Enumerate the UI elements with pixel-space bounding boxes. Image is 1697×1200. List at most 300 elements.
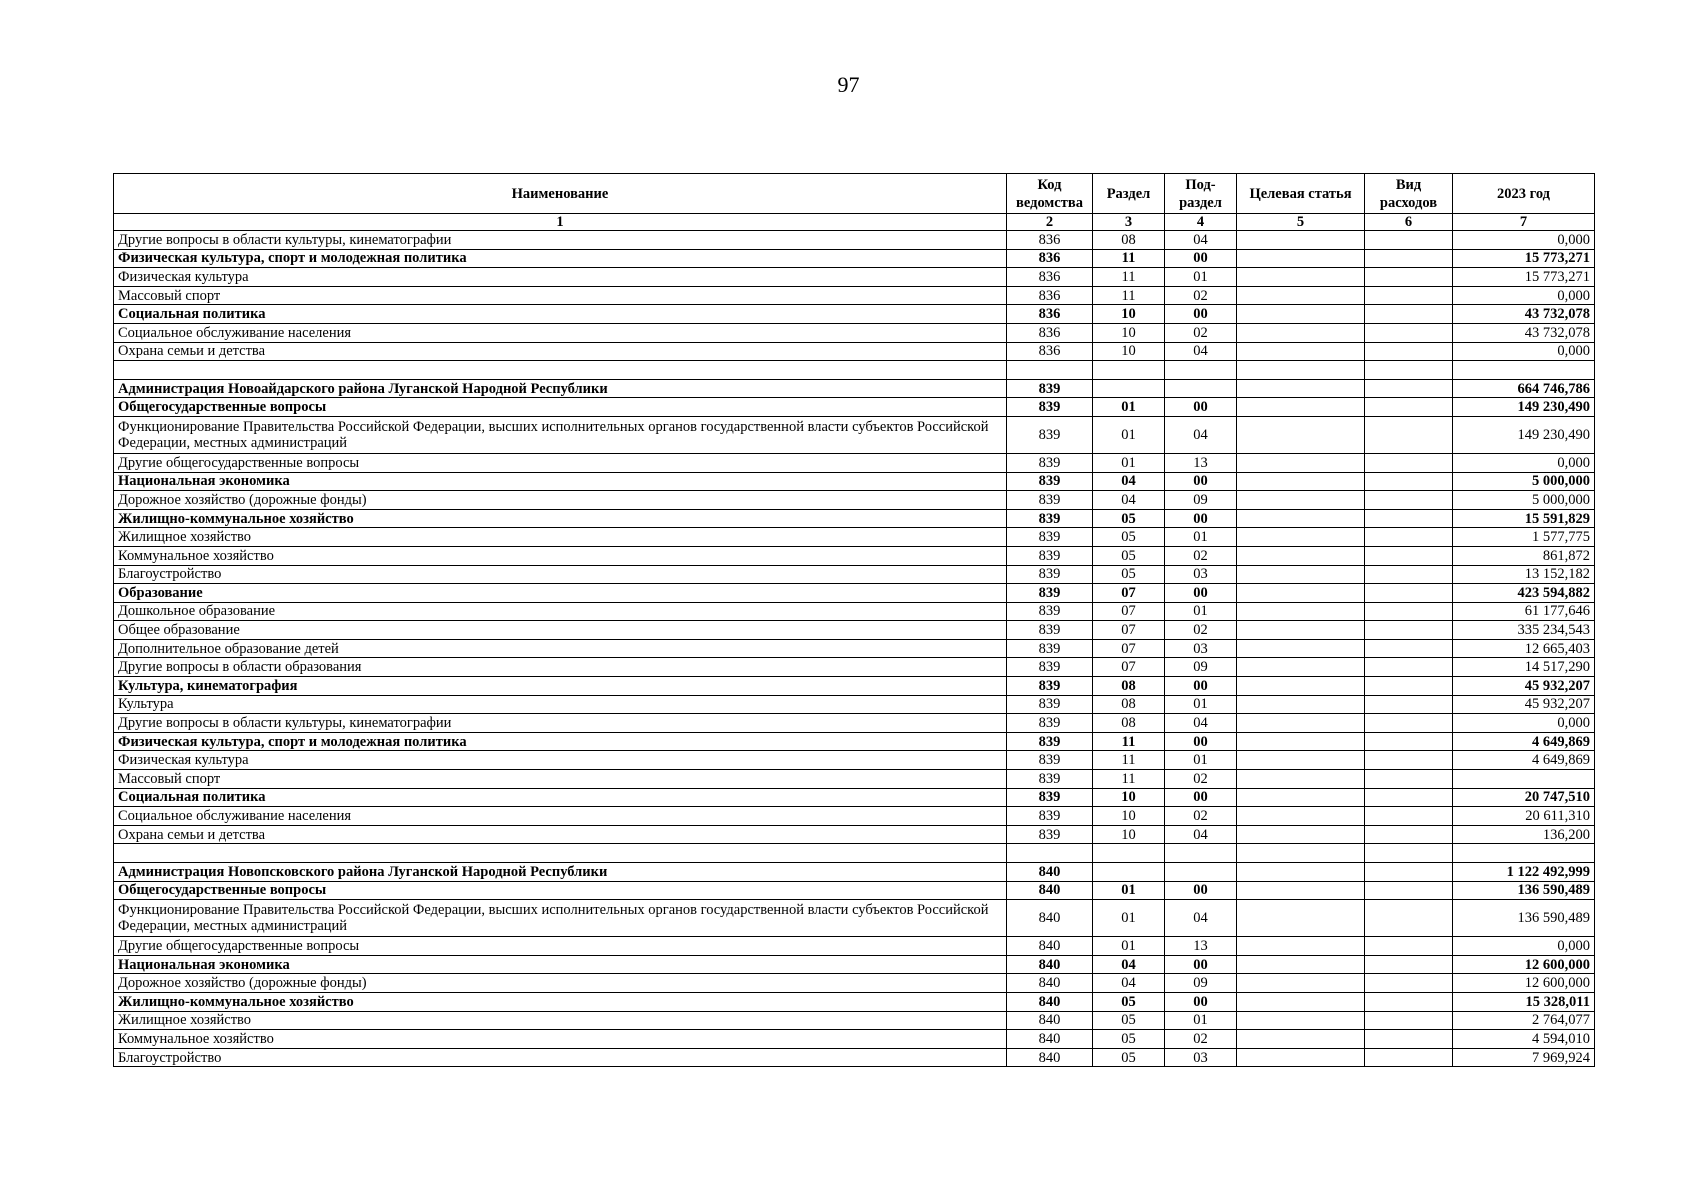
row-name: Национальная экономика xyxy=(114,472,1007,491)
row-kind xyxy=(1365,453,1453,472)
row-name: Коммунальное хозяйство xyxy=(114,546,1007,565)
row-subsection: 00 xyxy=(1165,881,1237,900)
header-section: Раздел xyxy=(1093,174,1165,214)
table-row xyxy=(114,751,1595,770)
row-kind xyxy=(1365,602,1453,621)
row-kind xyxy=(1365,658,1453,677)
row-subsection: 09 xyxy=(1165,974,1237,993)
table-row xyxy=(114,472,1595,491)
row-kind xyxy=(1365,900,1453,937)
row-subsection: 02 xyxy=(1165,807,1237,826)
row-kind xyxy=(1365,807,1453,826)
row-subsection: 13 xyxy=(1165,937,1237,956)
row-section: 10 xyxy=(1093,323,1165,342)
table-row xyxy=(114,770,1595,789)
row-target xyxy=(1237,881,1365,900)
row-kind xyxy=(1365,323,1453,342)
row-subsection: 00 xyxy=(1165,955,1237,974)
row-amount: 0,000 xyxy=(1453,453,1595,472)
table-row xyxy=(114,825,1595,844)
row-code: 836 xyxy=(1007,305,1093,324)
table-row xyxy=(114,1030,1595,1049)
row-subsection: 03 xyxy=(1165,639,1237,658)
table-row xyxy=(114,695,1595,714)
row-name: Другие вопросы в области культуры, кинематографии xyxy=(114,231,1007,250)
row-kind xyxy=(1365,770,1453,789)
row-section: 10 xyxy=(1093,807,1165,826)
row-subsection: 09 xyxy=(1165,658,1237,677)
row-amount: 15 328,011 xyxy=(1453,992,1595,1011)
table-row xyxy=(114,658,1595,677)
table-row xyxy=(114,937,1595,956)
row-code: 839 xyxy=(1007,379,1093,398)
row-kind xyxy=(1365,398,1453,417)
row-target xyxy=(1237,937,1365,956)
row-code: 839 xyxy=(1007,565,1093,584)
row-amount: 43 732,078 xyxy=(1453,305,1595,324)
row-code: 839 xyxy=(1007,825,1093,844)
row-kind xyxy=(1365,231,1453,250)
row-subsection: 01 xyxy=(1165,1011,1237,1030)
row-target xyxy=(1237,825,1365,844)
table-row xyxy=(114,268,1595,287)
row-kind xyxy=(1365,249,1453,268)
row-amount: 12 665,403 xyxy=(1453,639,1595,658)
header-subsection: Под-раздел xyxy=(1165,174,1237,214)
row-name: Социальное обслуживание населения xyxy=(114,323,1007,342)
row-target xyxy=(1237,249,1365,268)
row-code: 836 xyxy=(1007,342,1093,361)
row-kind xyxy=(1365,677,1453,696)
header-code: Код ведомства xyxy=(1007,174,1093,214)
row-code: 839 xyxy=(1007,714,1093,733)
row-target xyxy=(1237,621,1365,640)
row-kind xyxy=(1365,639,1453,658)
table-row xyxy=(114,1011,1595,1030)
row-amount: 136 590,489 xyxy=(1453,881,1595,900)
row-amount: 13 152,182 xyxy=(1453,565,1595,584)
table-row xyxy=(114,881,1595,900)
column-number: 3 xyxy=(1093,214,1165,231)
row-code: 840 xyxy=(1007,1030,1093,1049)
row-name: Функционирование Правительства Российской Федерации, высших исполнительных органов государственной власти субъектов Российской Федерации, местных администраций xyxy=(114,416,1007,453)
row-code: 840 xyxy=(1007,1011,1093,1030)
row-kind xyxy=(1365,1030,1453,1049)
row-section: 07 xyxy=(1093,639,1165,658)
row-code: 839 xyxy=(1007,751,1093,770)
row-kind xyxy=(1365,472,1453,491)
row-kind xyxy=(1365,379,1453,398)
row-name: Национальная экономика xyxy=(114,955,1007,974)
row-target xyxy=(1237,677,1365,696)
row-subsection: 01 xyxy=(1165,751,1237,770)
row-name: Благоустройство xyxy=(114,1048,1007,1067)
row-target xyxy=(1237,900,1365,937)
row-name: Физическая культура, спорт и молодежная политика xyxy=(114,249,1007,268)
row-target xyxy=(1237,286,1365,305)
row-section: 05 xyxy=(1093,509,1165,528)
row-amount: 20 747,510 xyxy=(1453,788,1595,807)
row-target xyxy=(1237,658,1365,677)
row-section: 01 xyxy=(1093,453,1165,472)
row-section: 11 xyxy=(1093,249,1165,268)
row-name: Социальное обслуживание населения xyxy=(114,807,1007,826)
row-amount: 423 594,882 xyxy=(1453,584,1595,603)
row-amount: 136,200 xyxy=(1453,825,1595,844)
row-code: 840 xyxy=(1007,992,1093,1011)
table-row xyxy=(114,323,1595,342)
row-target xyxy=(1237,379,1365,398)
row-code xyxy=(1007,844,1093,863)
table-row xyxy=(114,788,1595,807)
row-kind xyxy=(1365,305,1453,324)
row-amount xyxy=(1453,361,1595,380)
row-amount: 0,000 xyxy=(1453,342,1595,361)
row-code: 836 xyxy=(1007,231,1093,250)
row-subsection: 00 xyxy=(1165,788,1237,807)
row-section xyxy=(1093,844,1165,863)
row-name: Жилищное хозяйство xyxy=(114,528,1007,547)
row-code: 839 xyxy=(1007,732,1093,751)
table-row xyxy=(114,844,1595,863)
row-amount: 15 773,271 xyxy=(1453,268,1595,287)
row-target xyxy=(1237,639,1365,658)
row-name: Администрация Новопсковского района Луганской Народной Республики xyxy=(114,863,1007,882)
column-number: 6 xyxy=(1365,214,1453,231)
row-subsection: 04 xyxy=(1165,342,1237,361)
row-section: 01 xyxy=(1093,937,1165,956)
row-amount: 4 649,869 xyxy=(1453,751,1595,770)
row-name: Общее образование xyxy=(114,621,1007,640)
row-amount: 12 600,000 xyxy=(1453,974,1595,993)
row-subsection: 02 xyxy=(1165,286,1237,305)
table-row xyxy=(114,900,1595,937)
table-row xyxy=(114,416,1595,453)
row-code: 836 xyxy=(1007,323,1093,342)
table-row xyxy=(114,974,1595,993)
row-name: Культура, кинематография xyxy=(114,677,1007,696)
row-amount: 149 230,490 xyxy=(1453,398,1595,417)
row-target xyxy=(1237,844,1365,863)
row-name: Благоустройство xyxy=(114,565,1007,584)
table-row xyxy=(114,992,1595,1011)
row-section: 01 xyxy=(1093,900,1165,937)
row-subsection: 01 xyxy=(1165,528,1237,547)
row-name: Другие общегосударственные вопросы xyxy=(114,453,1007,472)
row-code: 836 xyxy=(1007,249,1093,268)
row-target xyxy=(1237,398,1365,417)
table-row xyxy=(114,342,1595,361)
row-kind xyxy=(1365,844,1453,863)
row-subsection: 03 xyxy=(1165,1048,1237,1067)
row-section xyxy=(1093,379,1165,398)
row-code: 840 xyxy=(1007,974,1093,993)
row-kind xyxy=(1365,361,1453,380)
row-target xyxy=(1237,361,1365,380)
row-target xyxy=(1237,695,1365,714)
row-subsection: 00 xyxy=(1165,584,1237,603)
row-amount: 45 932,207 xyxy=(1453,695,1595,714)
row-name: Другие общегосударственные вопросы xyxy=(114,937,1007,956)
header-target: Целевая статья xyxy=(1237,174,1365,214)
row-target xyxy=(1237,770,1365,789)
row-subsection: 00 xyxy=(1165,305,1237,324)
row-code: 839 xyxy=(1007,770,1093,789)
row-subsection: 04 xyxy=(1165,416,1237,453)
row-amount: 12 600,000 xyxy=(1453,955,1595,974)
row-section: 07 xyxy=(1093,584,1165,603)
row-code xyxy=(1007,361,1093,380)
row-section: 05 xyxy=(1093,992,1165,1011)
row-section: 08 xyxy=(1093,677,1165,696)
row-section: 07 xyxy=(1093,621,1165,640)
row-section: 11 xyxy=(1093,286,1165,305)
row-target xyxy=(1237,974,1365,993)
row-section: 04 xyxy=(1093,955,1165,974)
row-subsection: 03 xyxy=(1165,565,1237,584)
row-subsection: 01 xyxy=(1165,602,1237,621)
row-code: 840 xyxy=(1007,900,1093,937)
row-section xyxy=(1093,361,1165,380)
row-subsection: 02 xyxy=(1165,621,1237,640)
table-row xyxy=(114,398,1595,417)
column-number: 2 xyxy=(1007,214,1093,231)
row-target xyxy=(1237,305,1365,324)
row-name xyxy=(114,844,1007,863)
row-code: 836 xyxy=(1007,286,1093,305)
row-name: Физическая культура xyxy=(114,751,1007,770)
row-kind xyxy=(1365,268,1453,287)
row-section: 05 xyxy=(1093,565,1165,584)
row-section: 05 xyxy=(1093,546,1165,565)
row-target xyxy=(1237,472,1365,491)
row-amount: 136 590,489 xyxy=(1453,900,1595,937)
row-kind xyxy=(1365,286,1453,305)
row-kind xyxy=(1365,695,1453,714)
budget-table xyxy=(113,173,1595,1067)
row-kind xyxy=(1365,565,1453,584)
column-number: 7 xyxy=(1453,214,1595,231)
row-target xyxy=(1237,1030,1365,1049)
row-code: 839 xyxy=(1007,453,1093,472)
row-code: 840 xyxy=(1007,937,1093,956)
row-target xyxy=(1237,342,1365,361)
table-row xyxy=(114,732,1595,751)
row-section: 01 xyxy=(1093,416,1165,453)
table-row xyxy=(114,602,1595,621)
row-section: 07 xyxy=(1093,658,1165,677)
table-row xyxy=(114,565,1595,584)
column-number: 1 xyxy=(114,214,1007,231)
row-kind xyxy=(1365,863,1453,882)
row-subsection: 02 xyxy=(1165,546,1237,565)
row-section: 05 xyxy=(1093,528,1165,547)
row-subsection: 02 xyxy=(1165,770,1237,789)
row-section xyxy=(1093,863,1165,882)
row-subsection: 01 xyxy=(1165,268,1237,287)
table-row xyxy=(114,286,1595,305)
row-target xyxy=(1237,268,1365,287)
row-section: 08 xyxy=(1093,714,1165,733)
row-name: Коммунальное хозяйство xyxy=(114,1030,1007,1049)
table-row xyxy=(114,528,1595,547)
table-row xyxy=(114,509,1595,528)
row-subsection xyxy=(1165,361,1237,380)
column-number: 5 xyxy=(1237,214,1365,231)
column-number: 4 xyxy=(1165,214,1237,231)
row-code: 839 xyxy=(1007,528,1093,547)
table-row xyxy=(114,955,1595,974)
row-subsection xyxy=(1165,844,1237,863)
row-code: 840 xyxy=(1007,955,1093,974)
table-row xyxy=(114,379,1595,398)
row-target xyxy=(1237,1048,1365,1067)
row-target xyxy=(1237,528,1365,547)
row-target xyxy=(1237,453,1365,472)
row-code: 839 xyxy=(1007,472,1093,491)
row-section: 04 xyxy=(1093,491,1165,510)
row-target xyxy=(1237,992,1365,1011)
row-name: Образование xyxy=(114,584,1007,603)
row-code: 839 xyxy=(1007,677,1093,696)
row-code: 840 xyxy=(1007,881,1093,900)
row-code: 836 xyxy=(1007,268,1093,287)
row-amount: 15 773,271 xyxy=(1453,249,1595,268)
row-section: 10 xyxy=(1093,342,1165,361)
row-name: Администрация Новоайдарского района Луганской Народной Республики xyxy=(114,379,1007,398)
row-amount: 61 177,646 xyxy=(1453,602,1595,621)
row-kind xyxy=(1365,714,1453,733)
row-subsection: 00 xyxy=(1165,992,1237,1011)
row-amount: 0,000 xyxy=(1453,231,1595,250)
row-name: Другие вопросы в области культуры, кинематографии xyxy=(114,714,1007,733)
row-kind xyxy=(1365,342,1453,361)
row-kind xyxy=(1365,955,1453,974)
row-kind xyxy=(1365,788,1453,807)
row-name: Общегосударственные вопросы xyxy=(114,398,1007,417)
row-section: 08 xyxy=(1093,695,1165,714)
row-section: 11 xyxy=(1093,751,1165,770)
row-section: 11 xyxy=(1093,268,1165,287)
row-section: 05 xyxy=(1093,1030,1165,1049)
row-amount: 45 932,207 xyxy=(1453,677,1595,696)
row-name: Жилищно-коммунальное хозяйство xyxy=(114,992,1007,1011)
header-row xyxy=(114,174,1595,214)
row-kind xyxy=(1365,528,1453,547)
row-name: Культура xyxy=(114,695,1007,714)
row-name: Физическая культура, спорт и молодежная политика xyxy=(114,732,1007,751)
row-kind xyxy=(1365,584,1453,603)
row-target xyxy=(1237,863,1365,882)
row-subsection: 04 xyxy=(1165,900,1237,937)
row-amount: 43 732,078 xyxy=(1453,323,1595,342)
row-name: Массовый спорт xyxy=(114,286,1007,305)
row-code: 839 xyxy=(1007,639,1093,658)
row-code: 839 xyxy=(1007,658,1093,677)
row-code: 840 xyxy=(1007,1048,1093,1067)
row-name: Дорожное хозяйство (дорожные фонды) xyxy=(114,974,1007,993)
row-amount: 7 969,924 xyxy=(1453,1048,1595,1067)
row-amount: 14 517,290 xyxy=(1453,658,1595,677)
row-code: 839 xyxy=(1007,491,1093,510)
row-amount: 5 000,000 xyxy=(1453,491,1595,510)
row-name: Дорожное хозяйство (дорожные фонды) xyxy=(114,491,1007,510)
row-code: 839 xyxy=(1007,416,1093,453)
row-target xyxy=(1237,751,1365,770)
table-row xyxy=(114,491,1595,510)
table-row xyxy=(114,807,1595,826)
row-subsection: 04 xyxy=(1165,825,1237,844)
row-subsection xyxy=(1165,863,1237,882)
row-name: Общегосударственные вопросы xyxy=(114,881,1007,900)
row-subsection: 00 xyxy=(1165,677,1237,696)
row-subsection: 01 xyxy=(1165,695,1237,714)
page-number: 97 xyxy=(837,72,860,97)
row-amount: 664 746,786 xyxy=(1453,379,1595,398)
row-target xyxy=(1237,231,1365,250)
row-section: 08 xyxy=(1093,231,1165,250)
row-code: 839 xyxy=(1007,621,1093,640)
table-row xyxy=(114,249,1595,268)
row-section: 11 xyxy=(1093,770,1165,789)
row-target xyxy=(1237,584,1365,603)
row-section: 05 xyxy=(1093,1011,1165,1030)
row-amount: 4 649,869 xyxy=(1453,732,1595,751)
table-row xyxy=(114,305,1595,324)
row-kind xyxy=(1365,546,1453,565)
row-target xyxy=(1237,788,1365,807)
row-subsection: 00 xyxy=(1165,732,1237,751)
row-amount: 0,000 xyxy=(1453,937,1595,956)
table-row xyxy=(114,1048,1595,1067)
row-subsection: 02 xyxy=(1165,1030,1237,1049)
row-name: Другие вопросы в области образования xyxy=(114,658,1007,677)
row-target xyxy=(1237,807,1365,826)
row-subsection: 00 xyxy=(1165,398,1237,417)
row-name: Охрана семьи и детства xyxy=(114,342,1007,361)
row-amount: 335 234,543 xyxy=(1453,621,1595,640)
row-target xyxy=(1237,714,1365,733)
row-section: 07 xyxy=(1093,602,1165,621)
row-kind xyxy=(1365,621,1453,640)
row-target xyxy=(1237,955,1365,974)
row-kind xyxy=(1365,732,1453,751)
row-subsection: 00 xyxy=(1165,509,1237,528)
row-subsection: 00 xyxy=(1165,472,1237,491)
row-target xyxy=(1237,1011,1365,1030)
row-name: Дополнительное образование детей xyxy=(114,639,1007,658)
table-row xyxy=(114,453,1595,472)
row-section: 04 xyxy=(1093,974,1165,993)
row-code: 839 xyxy=(1007,398,1093,417)
row-amount: 0,000 xyxy=(1453,286,1595,305)
row-section: 01 xyxy=(1093,398,1165,417)
row-kind xyxy=(1365,974,1453,993)
row-subsection: 02 xyxy=(1165,323,1237,342)
row-amount: 5 000,000 xyxy=(1453,472,1595,491)
row-amount: 1 577,775 xyxy=(1453,528,1595,547)
header-amount: 2023 год xyxy=(1453,174,1595,214)
row-kind xyxy=(1365,491,1453,510)
row-kind xyxy=(1365,416,1453,453)
table-row xyxy=(114,863,1595,882)
table-row xyxy=(114,621,1595,640)
row-name: Охрана семьи и детства xyxy=(114,825,1007,844)
table-row xyxy=(114,714,1595,733)
row-subsection: 00 xyxy=(1165,249,1237,268)
row-target xyxy=(1237,491,1365,510)
row-target xyxy=(1237,509,1365,528)
